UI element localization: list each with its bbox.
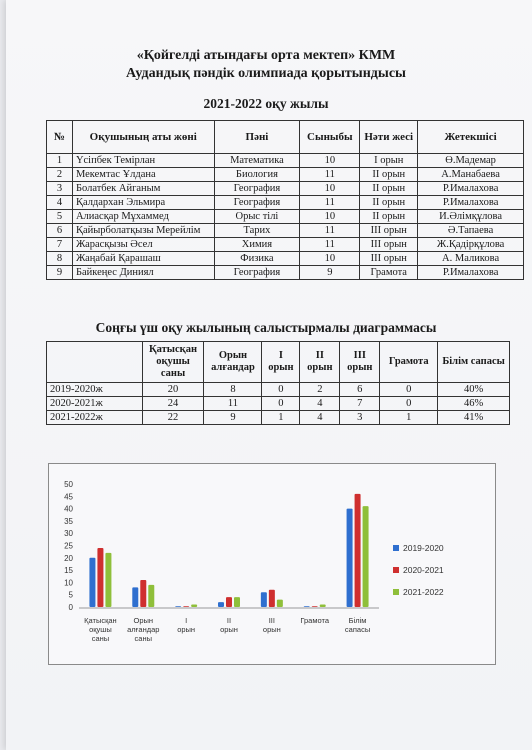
grade-cell: 10 bbox=[300, 252, 360, 266]
legend-label: 2021-2022 bbox=[403, 587, 444, 597]
quality-cell: 41% bbox=[438, 411, 510, 425]
bar-2019-2020-0 bbox=[89, 558, 95, 607]
x-category-label: II орын bbox=[220, 616, 238, 634]
bar-2019-2020-1 bbox=[132, 587, 138, 607]
student-name-cell: Болатбек Айганым bbox=[72, 182, 214, 196]
y-tick-label: 40 bbox=[64, 504, 73, 514]
bar-2020-2021-0 bbox=[97, 548, 103, 607]
supervisor-cell: А.Манабаева bbox=[418, 168, 524, 182]
student-name-cell: Мекемтас Ұлдана bbox=[72, 168, 214, 182]
y-tick-label: 30 bbox=[64, 529, 73, 539]
x-category-label: I орын bbox=[177, 616, 196, 634]
supervisor-cell: Ө.Мадемар bbox=[418, 154, 524, 168]
bar-2021-2022-1 bbox=[148, 585, 154, 607]
bar-chart-frame bbox=[48, 463, 496, 665]
result-cell: II орын bbox=[360, 182, 418, 196]
certificate-cell: 0 bbox=[380, 397, 438, 411]
first-place-header: I орын bbox=[262, 342, 300, 383]
supervisor-cell: И.Әлімқұлова bbox=[418, 210, 524, 224]
number-cell: 8 bbox=[47, 252, 73, 266]
supervisor-cell: Ә.Тапаева bbox=[418, 224, 524, 238]
first-place-cell: 0 bbox=[262, 397, 300, 411]
grade-cell: 11 bbox=[300, 238, 360, 252]
number-cell: 3 bbox=[47, 182, 73, 196]
subject-cell: География bbox=[214, 266, 300, 280]
subject-cell: Тарих bbox=[214, 224, 300, 238]
third-place-cell: 7 bbox=[340, 397, 380, 411]
bar-2019-2020-4 bbox=[261, 592, 267, 607]
number-cell: 9 bbox=[47, 266, 73, 280]
bar-2021-2022-5 bbox=[320, 605, 326, 607]
student-name-cell: Алиасқар Мұхаммед bbox=[72, 210, 214, 224]
bar-2019-2020-5 bbox=[304, 606, 310, 607]
grade-cell: 10 bbox=[300, 210, 360, 224]
supervisor-cell: Ж.Қадірқұлова bbox=[418, 238, 524, 252]
third-place-cell: 6 bbox=[340, 383, 380, 397]
bar-2019-2020-2 bbox=[175, 606, 181, 607]
grade-cell: 10 bbox=[300, 154, 360, 168]
y-tick-label: 20 bbox=[64, 553, 73, 563]
bar-2020-2021-4 bbox=[269, 590, 275, 607]
number-cell: 5 bbox=[47, 210, 73, 224]
grade-cell: 11 bbox=[300, 224, 360, 238]
bar-2020-2021-1 bbox=[140, 580, 146, 607]
supervisor-cell: Р.Ималахова bbox=[418, 266, 524, 280]
y-tick-label: 35 bbox=[64, 516, 73, 526]
bar-2020-2021-6 bbox=[355, 494, 361, 607]
bar-2019-2020-6 bbox=[347, 509, 353, 607]
table-row bbox=[47, 411, 510, 425]
year-cell: 2020-2021ж bbox=[47, 397, 143, 411]
number-cell: 7 bbox=[47, 238, 73, 252]
subject-cell: Химия bbox=[214, 238, 300, 252]
subject-cell: Математика bbox=[214, 154, 300, 168]
y-tick-label: 15 bbox=[64, 566, 73, 576]
results-body bbox=[47, 154, 524, 280]
legend-label: 2019-2020 bbox=[403, 543, 444, 553]
third-place-cell: 3 bbox=[340, 411, 380, 425]
subject-cell: География bbox=[214, 196, 300, 210]
bar-2020-2021-3 bbox=[226, 597, 232, 607]
placed-header: Орын алғандар bbox=[204, 342, 262, 383]
y-tick-label: 50 bbox=[64, 480, 73, 489]
student-name-cell: Үсіпбек Темірлан bbox=[72, 154, 214, 168]
quality-cell: 40% bbox=[438, 383, 510, 397]
bar-2021-2022-4 bbox=[277, 600, 283, 607]
y-tick-label: 0 bbox=[68, 603, 73, 612]
comparison-body bbox=[47, 383, 510, 425]
quality-header: Білім сапасы bbox=[438, 342, 510, 383]
participants-cell: 22 bbox=[142, 411, 204, 425]
participants-cell: 24 bbox=[142, 397, 204, 411]
grade-cell: 11 bbox=[300, 168, 360, 182]
bar-2020-2021-2 bbox=[183, 606, 189, 607]
student-name-cell: Қалдархан Эльмира bbox=[72, 196, 214, 210]
y-tick-label: 5 bbox=[68, 590, 73, 600]
supervisor-header: Жетекшісі bbox=[418, 121, 524, 154]
supervisor-cell: А. Маликова bbox=[418, 252, 524, 266]
number-cell: 2 bbox=[47, 168, 73, 182]
subject-cell: Биология bbox=[214, 168, 300, 182]
student-name-cell: Қайырболатқызы Мерейлім bbox=[72, 224, 214, 238]
grade-cell: 9 bbox=[300, 266, 360, 280]
bar-2021-2022-0 bbox=[105, 553, 111, 607]
number-cell: 1 bbox=[47, 154, 73, 168]
y-tick-label: 45 bbox=[64, 492, 73, 502]
table-row bbox=[47, 238, 524, 252]
student-name-header: Оқушының аты жөні bbox=[72, 121, 214, 154]
grade-cell: 11 bbox=[300, 196, 360, 210]
student-name-cell: Байкеңес Диниял bbox=[72, 266, 214, 280]
supervisor-cell: Р.Ималахова bbox=[418, 182, 524, 196]
bar-2021-2022-3 bbox=[234, 597, 240, 607]
x-category-label: Грамота bbox=[300, 616, 330, 625]
legend-swatch bbox=[393, 589, 399, 595]
comparison-header-row bbox=[47, 342, 510, 383]
number-header: № bbox=[47, 121, 73, 154]
quality-cell: 46% bbox=[438, 397, 510, 411]
student-name-cell: Жарасқызы Әсел bbox=[72, 238, 214, 252]
bar-2021-2022-2 bbox=[191, 605, 197, 607]
legend-swatch bbox=[393, 545, 399, 551]
third-place-header: III орын bbox=[340, 342, 380, 383]
school-title: «Қойгелді атындағы орта мектеп» КММ bbox=[136, 48, 396, 63]
x-category-label: Қатысқан оқушы саны bbox=[84, 616, 117, 643]
result-header: Нәти жесі bbox=[360, 121, 418, 154]
table-row bbox=[47, 383, 510, 397]
year-header bbox=[47, 342, 143, 383]
placed-cell: 8 bbox=[204, 383, 262, 397]
certificate-cell: 1 bbox=[380, 411, 438, 425]
bar-2021-2022-6 bbox=[363, 506, 369, 607]
number-cell: 4 bbox=[47, 196, 73, 210]
placed-cell: 9 bbox=[204, 411, 262, 425]
second-place-cell: 4 bbox=[300, 397, 340, 411]
subject-cell: Орыс тілі bbox=[214, 210, 300, 224]
bar-chart bbox=[49, 464, 495, 664]
bar-2020-2021-5 bbox=[312, 606, 318, 607]
first-place-cell: 1 bbox=[262, 411, 300, 425]
certificate-header: Грамота bbox=[380, 342, 438, 383]
comparison-table bbox=[46, 341, 510, 425]
table-row bbox=[47, 154, 524, 168]
result-cell: II орын bbox=[360, 168, 418, 182]
table-row bbox=[47, 252, 524, 266]
second-place-header: II орын bbox=[300, 342, 340, 383]
table-row bbox=[47, 397, 510, 411]
results-table bbox=[46, 120, 524, 280]
table-row bbox=[47, 182, 524, 196]
y-tick-label: 25 bbox=[64, 541, 73, 551]
grade-cell: 10 bbox=[300, 182, 360, 196]
x-category-label: Орын алғандар саны bbox=[127, 616, 160, 643]
table-row bbox=[47, 224, 524, 238]
result-cell: I орын bbox=[360, 154, 418, 168]
subject-cell: География bbox=[214, 182, 300, 196]
table-row bbox=[47, 196, 524, 210]
table-row bbox=[47, 210, 524, 224]
x-category-label: Білім сапасы bbox=[344, 616, 371, 634]
supervisor-cell: Р.Ималахова bbox=[418, 196, 524, 210]
olympiad-title: Аудандық пәндік олимпиада қорытындысы bbox=[126, 66, 406, 81]
legend-swatch bbox=[393, 567, 399, 573]
table-row bbox=[47, 168, 524, 182]
comparison-title: Соңғы үш оқу жылының салыстырмалы диаграммасы bbox=[95, 320, 437, 335]
year-cell: 2019-2020ж bbox=[47, 383, 143, 397]
result-cell: Грамота bbox=[360, 266, 418, 280]
bar-2019-2020-3 bbox=[218, 602, 224, 607]
results-header-row bbox=[47, 121, 524, 154]
participants-cell: 20 bbox=[142, 383, 204, 397]
second-place-cell: 2 bbox=[300, 383, 340, 397]
result-cell: II орын bbox=[360, 196, 418, 210]
subject-header: Пәні bbox=[214, 121, 300, 154]
second-place-cell: 4 bbox=[300, 411, 340, 425]
grade-header: Сыныбы bbox=[300, 121, 360, 154]
subject-cell: Физика bbox=[214, 252, 300, 266]
y-tick-label: 10 bbox=[64, 578, 73, 588]
certificate-cell: 0 bbox=[380, 383, 438, 397]
first-place-cell: 0 bbox=[262, 383, 300, 397]
number-cell: 6 bbox=[47, 224, 73, 238]
result-cell: III орын bbox=[360, 224, 418, 238]
result-cell: II орын bbox=[360, 210, 418, 224]
participants-header: Қатысқан оқушы саны bbox=[142, 342, 204, 383]
result-cell: III орын bbox=[360, 252, 418, 266]
table-row bbox=[47, 266, 524, 280]
legend-label: 2020-2021 bbox=[403, 565, 444, 575]
student-name-cell: Жаңабай Қарашаш bbox=[72, 252, 214, 266]
year-cell: 2021-2022ж bbox=[47, 411, 143, 425]
x-category-label: III орын bbox=[262, 616, 281, 634]
academic-year: 2021-2022 оқу жылы bbox=[203, 96, 329, 111]
placed-cell: 11 bbox=[204, 397, 262, 411]
result-cell: III орын bbox=[360, 238, 418, 252]
